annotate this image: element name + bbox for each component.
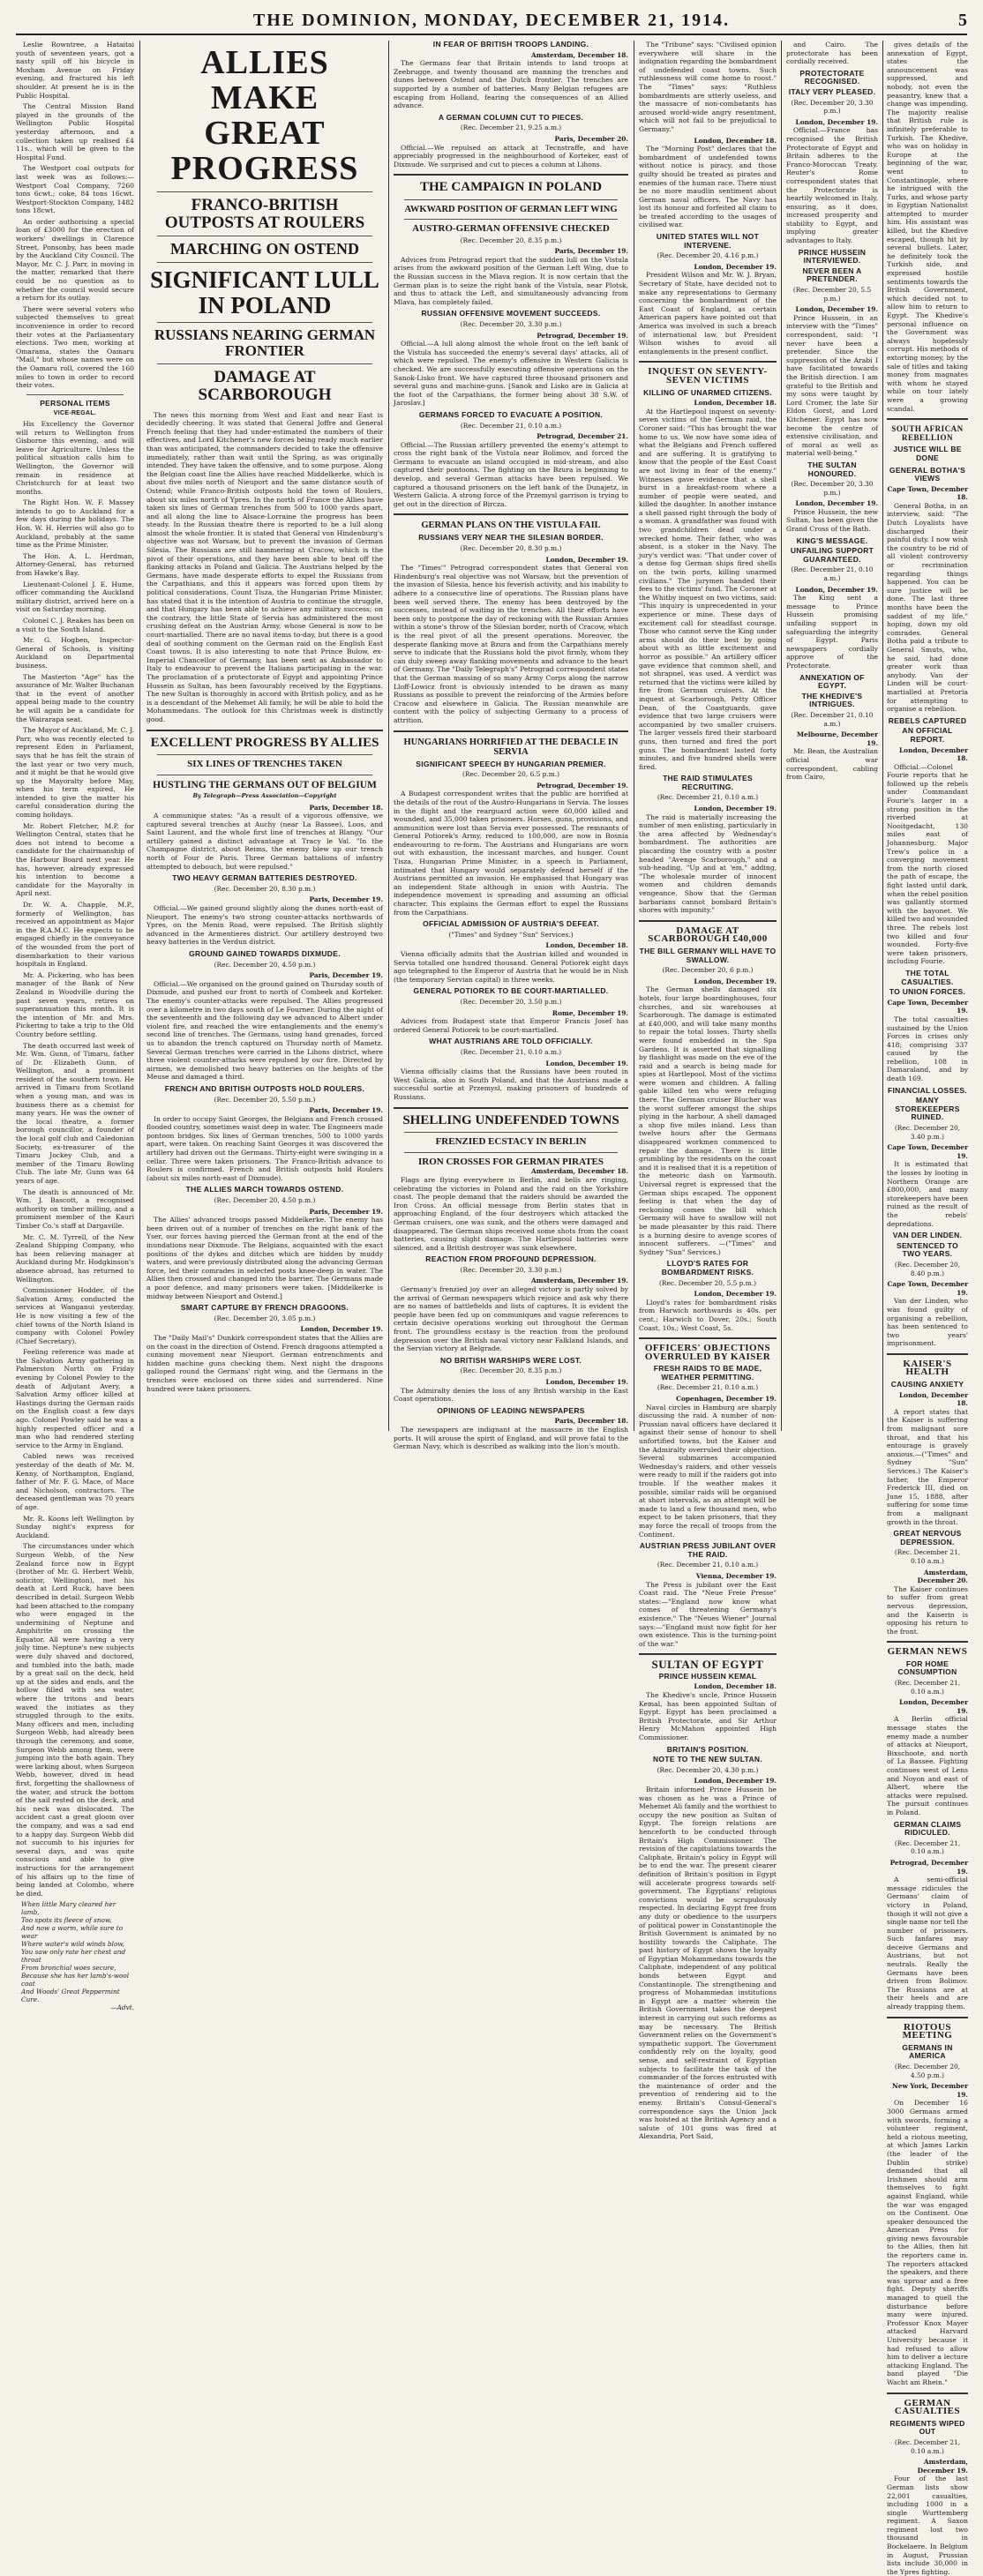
poem-line: Because she has her lamb's-wool coat bbox=[21, 1972, 130, 1988]
news-item: Mr. G. Hogben, Inspector-General of Schools, is visiting Auckland on Departmental business. bbox=[16, 636, 134, 670]
headline: GERMAN PLANS ON THE VISTULA FAIL bbox=[421, 520, 601, 531]
column-rule bbox=[139, 41, 140, 1431]
dateline: London, December 19. bbox=[300, 1325, 383, 1334]
article-heading: SENTENCED TO TWO YEARS. bbox=[896, 1240, 959, 1259]
divider bbox=[157, 191, 372, 192]
dateline: Petrograd, December 19. bbox=[537, 331, 628, 340]
article-body: A semi-official message ridicules the Germans' claim of victory in Poland, though it will not give a single name nor tell the number of prisoners. Such fanfares may deceive Germans and Austrians, but not neutrals. Really the Germans have been driven from Bolimov. The Russians are at their heels and are already trapping them. bbox=[887, 1876, 968, 2011]
divider bbox=[639, 1653, 777, 1655]
divider bbox=[887, 2393, 968, 2394]
news-item: Mr. C. M. Tyrrell, of the New Zealand Shipping Company, who has been relieving manager at Auckland during Mr. Hodgkinson's absence abroad, has returned to Wellington. bbox=[16, 1232, 134, 1284]
divider bbox=[404, 1152, 618, 1153]
dateline: London, December 19. bbox=[545, 555, 628, 564]
dateline: London, December 19. bbox=[795, 305, 878, 314]
article-body: Lloyd's rates for bombardment risks from Harwich northwards is 40s. per cent.; Harwich to Dover, 20s.; South Coast, 10s.; West Coast, 5s. bbox=[639, 1298, 777, 1332]
article-body: Official.—A lull along almost the whole front on the left bank of the Vistula has succeeded the enemy's several days' attacks, all of which were repulsed. The enemy's offensive in Western Galicia is checked. We are successfully executing offensive operations on the Sanok-Lisko front. We have captured three thousand prisoners and several guns and machine-guns. [Sanok and Lisko are in Galicia at the foot of the Carpathians, the former being about 38 S.W. of Jaroslav.] bbox=[394, 340, 628, 408]
article-heading: NOTE TO THE NEW SULTAN. bbox=[652, 1755, 762, 1764]
dateline: London, December 19. bbox=[694, 1290, 777, 1299]
column-3 bbox=[394, 40, 628, 1451]
column-2 bbox=[146, 41, 383, 1431]
news-item: There were several voters who subjected themselves to great inconvenience in order to record their votes at the Parliamentary elections. Two men, working at Omarama, states the Oamaru "Mail," but whose names were on the Oamaru roll, covered the 160 miles to town in order to record their votes. bbox=[16, 304, 134, 390]
article-heading: MANY STOREKEEPERS RUINED. bbox=[895, 1096, 960, 1122]
article-body: Vienna officially claims that the Russians have been routed in West Galicia, also in South Poland, and that the Austrians made a successful sortie at Przemysl, making prisoners of hundreds of Russians. bbox=[394, 1067, 628, 1101]
column-rule bbox=[388, 41, 389, 1431]
article-body: Van der Linden, who was found guilty of organising a rebellion, has been sentenced to two years' imprisonment. bbox=[887, 1297, 968, 1348]
received-time: (Rec. December 20, 4.50 p.m.) bbox=[214, 960, 316, 969]
article-heading: THE KHEDIVE'S INTRIGUES. bbox=[801, 691, 863, 709]
divider bbox=[887, 1353, 968, 1355]
article-body: Mr. Bean, the Australian official war correspondent, cabling from Cairo, bbox=[786, 747, 878, 782]
article-body: Prince Hussein, the new Sultan, has been given the Grand Cross of the Bath. bbox=[786, 507, 878, 534]
article-body: The "Times'" Petrograd correspondent states that General von Hindenburg's real objective was not Warsaw, but the prevention of the invasion of Silesia, hence his feverish activity, and his inability to adhere to a consecutive line of operations. The Russian plans have been well served there. The enemy has been destroyed by the successes, instead of waiting in the trenches. All their efforts have been only to postpone the day of reckoning with the Russian Armies within a stone's throw of the Silesian border, north of Cracow, which is the real pivot of all the present operations. Moreover, the desperate flanking move at Bzura and from the Carpathians merely serve to indicate that the Russians hold the pivot firmly, whom they can duly sweep away flanking movements and advance to the heart of Germany. The "Daily Telegraph's" Petrograd correspondent states that the German massing of so many Army Corps along the narrow Lloff-Lowicz front is obviously intended to be drawn as many Russians as possible to prevent the reinforcing of the Armies before Cracow and elsewhere in Galicia. The Russian meanwhile are content with the policy of subjecting Germany to a process of attrition. bbox=[394, 564, 628, 724]
news-item: Mr. R. Koons left Wellington by Sunday night's express for Auckland. bbox=[16, 1514, 134, 1539]
article-body: Official.—We repulsed an attack at Tecnstraffe, and have appreciably progressed in the neighbourhood of Korteker, east of Dixmude. We surprised and cut to pieces a column at Lihons. bbox=[394, 143, 628, 168]
received-time: (Rec. December 20, 4.50 p.m.) bbox=[214, 1196, 316, 1205]
column-rule bbox=[882, 41, 883, 1431]
dateline: Amsterdam, December 18. bbox=[531, 1167, 628, 1176]
article-body: At the Hartlepool inquest on seventy-seven victims of the German raid, the Coroner said: "This has brought the war home to us. We now have some idea of what the Belgians and French suffered and are suffering. It is gratifying to know that the people of the East Coast are not living in fear of the enemy." Witnesses gave evidence that a shell burst in a breakfast-room where a number of people were seated, and killed the daughter. In another instance a shell passed right through the body of a woman. A grandfather was found with two grandchildren dead under a wrecked home. Their father, who was absent, is a stoker in the Navy. The jury's verdict was: "That under cover of a dense fog German ships fired shells on the twin ports, killing unarmed civilians." The jurymen handed their fees to the victims' fund. The Coroner at the Whitby inquest on two victims, said: "This inquiry is unprecedented in your experience or mine. These days of excitement call for steadfast courage. Those who cannot serve the King under arms should do their best by going about with as little excitement and horror as possible." An artillery officer gave evidence that common shell, and not shrapnel, was used. A verdict was returned that the victims were killed by fire from German cruisers. At the inquest at Scarborough, Petty Officer Dean, of the Coastguards, gave evidence that two large cruisers were accompanied by two smaller cruisers. The larger vessels fired their starboard guns, then turned and fired the port guns. The bombardment lasted forty minutes, and five hundred shells were fired. bbox=[639, 407, 777, 771]
received-time: (Rec. December 21, 0.10 a.m.) bbox=[894, 2437, 961, 2455]
dateline: Amsterdam, December 19. bbox=[531, 1277, 628, 1285]
article-heading: THE RAID STIMULATES RECRUITING. bbox=[663, 774, 753, 791]
article-heading: ANNEXATION OF EGYPT. bbox=[799, 672, 865, 691]
article-body: The Germans fear that Britain intends to land troops at Zeebrugge, and twenty thousand are manning the trenches and dunes between Ostend and the Dutch frontier. The trenches are supported by a number of batteries. Many Belgian refugees are escaping from Holland, fearing the consequences of an Allied advance. bbox=[394, 59, 628, 110]
article-heading: THE ALLIES MARCH TOWARDS OSTEND. bbox=[185, 1185, 344, 1194]
received-time: (Rec. December 20, 3.30 p.m.) bbox=[460, 1265, 562, 1274]
headline: SULTAN OF EGYPT bbox=[651, 1658, 764, 1672]
article-heading: PRINCE HUSSEIN INTERVIEWED. bbox=[798, 247, 867, 266]
poem-line: When little Mary cleared her lamb, bbox=[21, 1900, 116, 1917]
dateline: London, December 19. bbox=[898, 1698, 968, 1715]
news-item: An order authorising a special loan of £3000 for the erection of workers' dwellings in Clarence Street, Ponsonby, has been made by the Auckland City Council. The Mayor, Mr. C. J. Parr, in moving in the matter, remarked that there could be no question as to whether the council would secure a return for its outlay. bbox=[16, 217, 134, 303]
news-item: His Excellency the Governor will return to Wellington from Gisborne this evening, and will leave for Agriculture. Unless the political situation calls him to Wellington, the Governor will remain in residence at Christchurch for at least two months. bbox=[16, 419, 134, 496]
divider bbox=[887, 2017, 968, 2018]
column-1 bbox=[16, 41, 134, 2012]
dateline: Paris, December 19. bbox=[309, 1106, 383, 1115]
article-body: A Berlin official message states the enemy made a number of attacks at Nieuport, Bixschoote, and north of La Bassee. Fighting continues west of Lens and Noyon and east of Albert, where the attacks were repulsed. The pursuit continues in Poland. bbox=[887, 1715, 968, 1816]
article-body: Four of the last German lists show 22,001 casualties, including 1000 in a single Wurttemberg regiment. A Saxon regiment lost two thousand in Bockelaere. In Belgium in August, Prussian lists include 30,000 in the Ypres fighting. bbox=[887, 2475, 968, 2576]
headline: RUSSIANS NEARING GERMAN FRONTIER bbox=[154, 326, 376, 359]
dateline: Paris, December 18. bbox=[309, 803, 383, 812]
article-body: Flags are flying everywhere in Berlin, and bells are ringing, celebrating the victories in Poland and the raid on the Yorkshire coast. The people demand that the raiders should be awarded the Iron Cross. An official message from Berlin states that in approaching England, of the four destroyers which attacked the German cruisers, one was sunk, and the others were damaged and disappeared. The German ships received some shots from the coast batteries, causing slight damage. The Hartlepool batteries were silenced, and a British destroyer was sunk elsewhere. bbox=[394, 1175, 628, 1252]
dateline: London, December 19. bbox=[694, 1777, 777, 1786]
received-time: (Rec. December 20, 5.5 p.m.) bbox=[659, 1278, 756, 1287]
divider bbox=[887, 1641, 968, 1643]
article-body: Prince Hussein, in an interview with the "Times" correspondent, said: "I never have been a pretender. Since the suppression of the Arabi I have facilitated towards the British direction. I am grateful to the British and my sons were taught by Lord Cromer, the late Sir Eldon Gorst, and Lord Kitchener. Egypt has now become the centre of extensive civilisation, and of moral as well as material well-being." bbox=[786, 313, 878, 458]
received-time: (Rec. December 21, 0.10 a.m.) bbox=[894, 1838, 961, 1856]
article-body: The "Daily Mail's" Dunkirk correspondent states that the Allies are on the coast in the direction of Ostend. French dragoons attempted a cunning movement near Nieuport. German entrenchments and hidden machine guns checking them. Next night the dragoons galloped round the Germans' right wing, and the Germans in the trenches were enclosed on three sides and surrendered. Nine hundred were taken prisoners. bbox=[146, 1333, 383, 1393]
headline: IRON CROSSES FOR GERMAN PIRATES bbox=[417, 1156, 604, 1167]
headline: DAMAGE AT SCARBOROUGH £40,000 bbox=[648, 925, 768, 945]
received-time: (Rec. December 21, 0.10 a.m.) bbox=[791, 565, 874, 583]
received-time: (Rec. December 20, 8.35 p.m.) bbox=[460, 236, 562, 244]
dateline: Petrograd, December 19. bbox=[889, 1858, 968, 1876]
divider bbox=[157, 363, 372, 364]
article-heading: GERMANS FORCED TO EVACUATE A POSITION. bbox=[418, 409, 604, 419]
article-heading: FRENCH AND BRITISH OUTPOSTS HOLD ROULERS. bbox=[164, 1083, 365, 1093]
dateline: Amsterdam, December 19. bbox=[917, 2458, 968, 2475]
headline: SOUTH AFRICAN REBELLION bbox=[891, 424, 964, 442]
article-body: Germany's frenzied joy over an alleged victory is partly solved by the arrival of German newspapers which rejoice and ask why there are no names of battlefields and lists of captures. It is evident the people have been fed up on communiques and vague references to certain decisive operations working out throughout the German front. The groundless ecstasy is the reaction from the profound depression over the British naval victory near Falkland Islands, and the Servian victory at Belgrade. bbox=[394, 1285, 628, 1353]
article-heading: THE BILL GERMANY WILL HAVE TO SWALLOW. bbox=[639, 946, 777, 964]
divider bbox=[404, 219, 618, 220]
received-time: (Rec. December 20, 6 p.m.) bbox=[662, 966, 754, 975]
article-heading: RUSSIAN OFFENSIVE MOVEMENT SUCCEEDS. bbox=[421, 309, 601, 318]
headline: INQUEST ON SEVENTY-SEVEN VICTIMS bbox=[648, 366, 768, 386]
divider bbox=[394, 730, 628, 732]
poem-line: And now a worm, while sure to wear bbox=[21, 1924, 124, 1941]
headline: SHELLING UNDEFENDED TOWNS bbox=[402, 1112, 619, 1127]
article-heading: GREAT NERVOUS DEPRESSION. bbox=[893, 1529, 962, 1546]
article-heading: GENERAL POTIOREK TO BE COURT-MARTIALLED. bbox=[413, 986, 609, 996]
news-item: Leslie Rowntree, a Hataitai youth of seventeen years, got a nasty spill off his bicycle in Moxham Avenue on Friday evening, and fractured his left shoulder. At present he is in the Public Hospital. bbox=[16, 41, 134, 100]
article-heading: TO UNION FORCES. bbox=[889, 987, 966, 997]
headline: FRANCO-BRITISH OUTPOSTS AT ROULERS bbox=[164, 195, 365, 232]
headline: RIOTOUS MEETING bbox=[902, 2021, 953, 2041]
received-time: (Rec. December 20, 3.50 p.m.) bbox=[460, 997, 562, 1006]
dateline: London, December 18. bbox=[694, 1682, 777, 1691]
dateline: London, December 19. bbox=[694, 262, 777, 271]
dateline: Melbourne, December 19. bbox=[796, 730, 878, 747]
dateline: Cape Town, December 19. bbox=[887, 1143, 968, 1160]
article-body: Vienna officially admits that the Austrian killed and wounded in Servia totalled one hundred thousand. General Potiorek eight days ago telegraphed to the Emperor of Austria that he would be in Nish (the temporary Servian capital) in three weeks. bbox=[394, 950, 628, 984]
news-item: Cabled news was received yesterday of the death of Mr. M. Kenny, of Northampton, England, father of Mr. F. G. Mace, of Mace and Nicholson, contractors. The deceased gentleman was 70 years of age. bbox=[16, 1452, 134, 1511]
article-heading: SIGNIFICANT SPEECH BY HUNGARIAN PREMIER. bbox=[416, 759, 606, 768]
dateline: London, December 19. bbox=[545, 1059, 628, 1067]
article-heading: OFFICIAL ADMISSION OF AUSTRIA'S DEFEAT. bbox=[423, 919, 599, 929]
news-item: The Central Mission Band played in the grounds of the Wellington Public Hospital yesterday afternoon, and a collection taken up realised £4 11s., which will be given to the Hospital Fund. bbox=[16, 102, 134, 161]
received-time: (Rec. December 20, 8.35 p.m.) bbox=[460, 1367, 562, 1375]
divider bbox=[394, 513, 628, 515]
dateline: London, December 18. bbox=[898, 1390, 968, 1408]
article-body: In order to occupy Saint Georges, the Belgians and French crossed flooded country, sometimes waist deep in water. The Engineers made pontoon bridges. Six lines of German trenches, 500 to 1000 yards apart, were taken. On reaching Saint Georges it was discovered the artillery had driven out the Germans. Thirty-eight were swinging in a cellar. Three were taken prisoners. The Franco-British advance to Roulers is confirmed. French and British outposts hold Roulers (about six miles north-east of Dixmude). bbox=[146, 1114, 383, 1182]
headline: GERMAN CASUALTIES bbox=[894, 2397, 961, 2417]
article-body: The Khedive's uncle, Prince Hussein Kemal, has been appointed Sultan of Egypt. Egypt has been proclaimed a British Protectorate, and Sir Arthur Henry McMahon appointed High Commissioner. bbox=[639, 1691, 777, 1742]
article-body: The Press is jubilant over the East Coast raid. The "Neue Freie Presse" states:—"England now know what comes of threatening Germany's existence." The "Neues Wiener" Journal says:—"England must now fight for her own existence. This is the turning-point of the war." bbox=[639, 1580, 777, 1648]
article-heading: GENERAL BOTHA'S VIEWS bbox=[889, 465, 966, 483]
article-heading: KING'S MESSAGE. bbox=[796, 535, 868, 545]
article-heading: AUSTRIAN PRESS JUBILANT OVER THE RAID. bbox=[639, 1541, 777, 1559]
article-heading: IN FEAR OF BRITISH TROOPS LANDING. bbox=[432, 40, 589, 49]
received-time: (Rec. December 21, 0.10 a.m.) bbox=[894, 1679, 961, 1696]
article-body: It is estimated that the losses by looting in Northern Orange are £800,000, and many storekeepers have been ruined as the result of the rebels' depredations. bbox=[887, 1160, 968, 1228]
article-body: The raid is materially increasing the number of men enlisting, particularly in the area affected by Wednesday's bombardment. The authorities are placarding the country with a poster headed "Avenge Scarborough," and a sub-heading, "Up and at 'em," adding, "The wholesale murder of innocent women and children demands vengeance. Show that the German barbarians cannot bombard Britain's shores with impunity." bbox=[639, 812, 777, 915]
dateline: Cape Town, December 18. bbox=[887, 484, 968, 502]
poem-line: And Woods' Great Peppermint Cure. bbox=[21, 1988, 120, 2004]
news-item: The death occurred last week of Mr. Wm. Gunn, of Timaru, father of Dr. Elizabeth Gunn, of Wellington, and a prominent resident of the southern town. He arrived in Timaru from Scotland when a young man, and was in business there as a chemist for many years. He was the owner of the local theatre, a former borough councillor, a founder of the local golf club and Caledonian Society, ex-treasurer of the Timaru Jockey Club, and a member of the Timaru Bowling Club. The late Mr. Gunn was 64 years of age. bbox=[16, 1041, 134, 1185]
article-body: gives details of the annexation of Egypt, states the announcement was suppressed, and nobody, not even the peasantry, knew that a change was impending. The majority realise that British rule is infinitely preferable to Turkish. The Khedive, who was on holiday in Europe at the beginning of the war, went to Constantinople, where he intrigued with the Turks, and whose party in Egyptian Nationalist attempted to murder him. His assistant was killed, but the Khedive escaped, though hit by several bullets. Later, he definitely took the Turkish side, and expressed hostile sentiments towards the British Government, which decided not to allow him to return to Egypt. The Khedive's personal influence on the Government was always hopelessly corrupt. His methods of extorting money, by the sale of titles and taking money from magnates with whom he stayed while on tour lately were a growing scandal. bbox=[887, 41, 968, 413]
dateline: Paris, December 19. bbox=[309, 1207, 383, 1216]
article-heading: REBELS CAPTURED bbox=[888, 715, 967, 725]
article-body: Official.—The Russian artillery prevented the enemy's attempt to cross the right bank of the Vistula near Bolimov, and forced the Germans to evacuate an island occupied in mid-stream, and also captured their pontoons. The fighting on the Bzura is beginning to develop, and several German attacks have been repulsed. We captured a thousand prisoners on the left bank of the Dunajetz, in Western Galicia. A strong force of the Przemysl garrison is trying to get out in the direction of Bircza. bbox=[394, 440, 628, 508]
service-note: ("Times" and Sydney "Sun" Services.) bbox=[448, 930, 574, 939]
divider bbox=[404, 1132, 618, 1133]
article-body: The newspapers are indignant at the massacre in the English ports. It will arouse the spirit of England, and will prove fatal to the German Navy, which is described as walking into the lion's mouth. bbox=[394, 1425, 628, 1451]
byline: By Telegraph—Press Association—Copyright bbox=[192, 791, 337, 799]
headline: DAMAGE AT SCARBOROUGH bbox=[198, 367, 332, 404]
article-heading: A GERMAN COLUMN CUT TO PIECES. bbox=[438, 112, 584, 122]
article-heading: TWO HEAVY GERMAN BATTERIES DESTROYED. bbox=[172, 873, 357, 883]
dateline: London, December 18. bbox=[694, 399, 777, 408]
article-body: Official.—France has recognised the British Protectorate of Egypt and Britain adheres to the Franco-Moroccan Treaty. Reuter's Rome correspondent states that the Protectorate is heartily welcomed in Italy, ensuring, as it does, increased prosperity and stability to Egypt, and implying greater advantages to Italy. bbox=[786, 126, 878, 245]
divider bbox=[394, 174, 628, 176]
column-5 bbox=[786, 41, 878, 1431]
received-time: (Rec. December 20, 3.05 p.m.) bbox=[214, 1314, 316, 1322]
headline: EXCELLENT PROGRESS BY ALLIES bbox=[150, 735, 379, 750]
article-heading: JUSTICE WILL BE DONE bbox=[893, 445, 962, 462]
dateline: London, December 18. bbox=[694, 136, 777, 145]
lead-article: The news this morning from West and East and near East is decidedly cheering. It was stated that General Joffre and General French feeling that they had under-estimated the numbers of their effectives, and Lord Kitchener's new forces being ready much earlier than was anticipated, the commanders decided to take the offensive immediately, rather than wait until the Spring, as was originally intended. They have taken the offensive, and to some purpose. Along the Belgian coast line the Allies have reached Middelkerke, which is about five miles north of Nieuport and the same distance south of Ostend; while Franco-British outposts hold the town of Roulers, about six miles north of Ypres. In the north of France the Allies have taken six lines of German trenches from 500 to 1000 yards apart, and all along the line to Alsace-Lorraine the progress has been steady. In the Russian theatre there is reported to be a lull along almost the whole frontier. It is stated that General von Hindenburg's objective was not Warsaw, but to prevent the invasion of German Silesia. The Russians are still hammering at Cracow, which is the pivot of their operations, and they have been able to beat off the flanking attacks in Poland and Galicia. The Austrians helped by the Germans, have made desperate efforts to expel the Russians from the Carpathians, and this it appears was forced upon them by political considerations. Count Tisza, the Hungarian Prime Minister, has stated that it is the intention of Austria to continue the struggle, and that Hungary has been able to achieve any military success; on the contrary, the little State of Servia has administered the most crushing defeat on the Austrian Army, whose General is now to be court-martialled. There are no naval items to-day, but there is a good deal of soothing comment on the German raid on the English East Coast towns. It is also interesting to note that Prince Bulow, ex-Imperial Chancellor of Germany, has been sent as Ambassador to Italy to endeavour to prevent the Italians participating in the war. The proclamation of a protectorate of Egypt and appointing Prince Hussein as Sultan, has been favourably received by the Egyptians. The new Sultan is thoroughly in accord with British policy, and as he is a descendant of the Mehemet Ali family, he will be able to hold the Mohammedans. The outlook for this Christmas week is distinctly good. bbox=[146, 410, 383, 723]
dateline: Cape Town, December 19. bbox=[887, 998, 968, 1015]
divider bbox=[394, 1107, 628, 1109]
article-heading: GERMAN CLAIMS RIDICULED. bbox=[893, 1819, 962, 1838]
article-heading: FINANCIAL LOSSES. bbox=[888, 1085, 967, 1095]
headline: HUSTLING THE GERMANS OUT OF BELGIUM bbox=[153, 779, 377, 790]
news-item: The Westport coal outputs for last week was as follows:—Westport Coal Company, 7260 tons 6cwt.; coke, 84 tons 16cwt. Westport-Stockton Company, 1482 tons 18cwt. bbox=[16, 164, 134, 215]
dateline: Amsterdam, December 18. bbox=[531, 50, 628, 59]
received-time: (Rec. December 21, 0.10 a.m.) bbox=[894, 1548, 961, 1565]
article-body: On December 16 3000 Germans armed with swords, forming a volunteer regiment, held a riotous meeting, at which James Larkin (the leader of the Dublin strike) demanded that all Irishmen should arm themselves to fight against England, while the war was engaged on the Continent. One speaker denounced the American Press for giving news favourable to the Allies, then hit the reporters came in. The reporters attacked the speakers, and there was uproar and a free fight. Deputy sheriffs managed to quell the disturbance before many were injured. Professor Knox Mayer attacked Harvard University because it had refused to allow him to deliver a lecture attacking England. The band played "Die Wacht am Rhein." bbox=[887, 2099, 968, 2386]
received-time: (Rec. December 20, 5.50 p.m.) bbox=[214, 1095, 316, 1104]
poem-line: From bronchial woes secure, bbox=[21, 1964, 116, 1973]
article-heading: LLOYD'S RATES FOR BOMBARDMENT RISKS. bbox=[661, 1259, 754, 1277]
article-heading: BRITAIN'S POSITION. bbox=[666, 1744, 749, 1754]
dateline: Cape Town, December 19. bbox=[887, 1280, 968, 1297]
article-body: Naval circles in Hamburg are sharply discussing the raid. A number of non-Prussian naval officers have declared it against their sense of honour to shell unfortified towns, but the Kaiser and the Admiralty overruled their objection. Several submarines accompanied Wednesday's raiders, and other vessels were ready to mill if the raiders got into trouble. If the weather makes it possible, similar raids will be organised at short intervals, as an attempt will be made to land a few thousand men, who expect to be taken prisoners, that they may force the recall of troops from the Continent. bbox=[639, 1403, 777, 1539]
article-body: A Budapest correspondent writes that the public are horrified at the details of the rout of the Austro-Hungarians in Servia. The losses in the flight and the rearguard action were 60,000 killed and wounded, and 35,000 taken prisoners. Horses, guns, provisions, and ammunition were lost than Servia ever possessed. The remnants of General Potiorek's Army, reduced to 100,000, are now in Bosnia endeavouring to re-form. The Austrians and Hungarians are worn out with exhaustion, the incessant marches, and hunger. Count Tisza, Hungarian Prime Minister, in a speech in Parliament, intimated that Hungary would separately defend herself if the Austrians permitted an invasion. He emphasised that Hungary was an independent State although in union with Austria. The independence movement is spreading and assuming an official character. This explains the German effort to expel the Russians from the Carpathians. bbox=[394, 790, 628, 917]
dateline: London, December 19. bbox=[795, 117, 878, 126]
article-body: The "Tribune" says: "Civilised opinion everywhere will share in the indignation regarding the bombardment of undefended coast towns. Such ruthlessness will come home to roost." The "Times" says: "Ruthless bombardments are utterly useless, and the massacre of non-combatants has aroused world-wide angry resentment, which will not fail to be prejudicial to Germany." bbox=[639, 41, 777, 133]
dateline: London, December 19. bbox=[795, 585, 878, 594]
dateline: Petrograd, December 19. bbox=[537, 781, 628, 790]
news-item: Feeling reference was made at the Salvation Army gathering in Palmerston North on Friday evening by Colonel Powley to the death of Adjutant Avery, a Salvation Army officer killed at Hastings during the German raids on the English coast a few days ago. Colonel Powley said he was a highly respected officer and a man who had rendered sterling service to the Army in England. bbox=[16, 1348, 134, 1449]
dateline: New York, December 19. bbox=[891, 2082, 968, 2099]
article-heading: WHAT AUSTRIANS ARE TOLD OFFICIALLY. bbox=[429, 1037, 593, 1046]
article-body: The "Morning Post" declares that the bombardment of undefended towns without notice is piracy, and those guilty should be treated as pirates and enemies of the human race. There must be no more maudlin sentiment about German naval officers. The Navy has lost its honour and forfeited all claim to be treated according to the usages of civilised war. bbox=[639, 145, 777, 229]
poem-line: You saw only rate her chest and throat bbox=[21, 1948, 126, 1965]
article-body: Advices from Budapest state that Emperor Francis Josef has ordered General Potiorek to be court-martialled. bbox=[394, 1017, 628, 1034]
article-heading: NO BRITISH WARSHIPS WERE LOST. bbox=[439, 1355, 582, 1365]
received-time: (Rec. December 21, 0.10 a.m.) bbox=[657, 1383, 759, 1392]
dateline: Paris, December 20. bbox=[554, 134, 628, 143]
article-heading: THE SULTAN HONOURED. bbox=[807, 460, 857, 478]
news-item: Lieutenant-Colonel J. E. Hume, officer commanding the Auckland military district, arrived here on a visit on Saturday morning. bbox=[16, 580, 134, 614]
received-time: (Rec. December 21, 0.10 a.m.) bbox=[791, 710, 874, 728]
headline: MARCHING ON OSTEND bbox=[169, 240, 359, 258]
dateline: Amsterdam, December 20. bbox=[917, 1568, 968, 1585]
headline: SIX LINES OF TRENCHES TAKEN bbox=[187, 759, 342, 770]
divider bbox=[639, 1337, 777, 1339]
dateline: London, December 19. bbox=[694, 805, 777, 813]
received-time: (Rec. December 21, 0.10 a.m.) bbox=[460, 421, 562, 430]
dateline: Rome, December 19. bbox=[552, 1008, 628, 1017]
page-number: 5 bbox=[958, 11, 967, 30]
news-item: The circumstances under which Surgeon Webb, of the New Zealand force now in Egypt (brother of Mr. G. Herbert Webb, solicitor, Wellington), met his death at Lord Ruck, have been described in detail. Surgeon Webb had been attached to the company who were engaged in the undermining of Neptune and Amphitrite on crossing the Equator. All were having a very jolly time. Neptune's new subjects were duly shaved and doctored, and tumbled into the bath, made by a great sail on the deck, held up at the sides and ends, and the hollow filled with sea water, where the tritons and bears waved the initiates as they struggled through to the exits. Many officers and men, including Surgeon Webb, had already been through the ceremony, and some, Surgeon Webb among them, were jumping into the bath again. They were larking about, when Surgeon Webb, however, dived in head first, forgetting the shallowness of the water, and struck the bottom of the sail rested on the deck, and his neck was dislocated. The accident cast a great gloom over the company, and was a sad end to a happy day. Surgeon Webb did not succumb to his injuries for several days, and was quite conscious and able to give instructions for the arrangement of his affairs up to the time of being landed at Colombo, where he died. bbox=[16, 1542, 134, 1898]
headline: FRENZIED ECSTACY IN BERLIN bbox=[435, 1136, 587, 1148]
article-heading: ITALY VERY PLEASED. bbox=[788, 86, 876, 96]
dateline: Paris, December 18. bbox=[554, 1417, 628, 1426]
article-heading: THE TOTAL CASUALTIES. bbox=[901, 968, 954, 986]
dateline: Vienna, December 19. bbox=[695, 1571, 777, 1580]
dateline: Paris, December 19. bbox=[309, 895, 383, 904]
divider bbox=[157, 322, 372, 323]
headline: AWKWARD POSITION OF GERMAN LEFT WING bbox=[404, 205, 618, 215]
column-4 bbox=[639, 41, 777, 2141]
news-item: Dr. W. A. Chapple, M.P., formerly of Wellington, has received an appointment as Major in the R.A.M.C. He expects to be engaged chiefly in the conveyance of the wounded from the port of disembarkation to their various hospitals in England. bbox=[16, 901, 134, 969]
divider bbox=[887, 418, 968, 420]
dateline: Petrograd, December 21. bbox=[537, 432, 628, 441]
received-time: (Rec. December 20, 3.30 p.m.) bbox=[791, 480, 874, 497]
news-item: The Right Hon. W. F. Massey intends to go to Auckland for a few days during the holidays. The Hon. W. H. Herries will also go to Auckland, probably at the same time as the Prime Minister. bbox=[16, 498, 134, 550]
news-item: The Masterton "Age" has the assurance of Mr. Walter Buchanan that in the event of another appeal being made to the country he will again be a candidate for the Wairarapa seat. bbox=[16, 672, 134, 723]
received-time: (Rec. December 20, 8.30 p.m.) bbox=[214, 884, 316, 893]
received-time: (Rec. December 21, 9.25 a.m.) bbox=[460, 124, 562, 132]
poem-line: Too spots its fleece of snow, bbox=[21, 1916, 112, 1925]
headline: SIGNIFICANT LULL IN POLAND bbox=[150, 266, 379, 318]
divider bbox=[146, 730, 383, 731]
article-heading: OPINIONS OF LEADING NEWSPAPERS bbox=[437, 1405, 585, 1415]
headline: GERMAN NEWS bbox=[887, 1646, 968, 1658]
divider bbox=[639, 920, 777, 922]
received-time: (Rec. December 20, 8.40 p.m.) bbox=[894, 1260, 961, 1277]
article-body: The Admiralty denies the loss of any British warship in the East Coast operations. bbox=[394, 1386, 628, 1404]
article-body: The King sent a message to Prince Hussein promising unfailing support in safeguarding the integrity of Egypt. Paris newspapers cordially approve of the Protectorate. bbox=[786, 594, 878, 670]
news-item: Mr. A. Pickering, who has been manager of the Bank of New Zealand in Woodville during the past seven years, retires on superannuation this month. It is the intention of Mr. and Mrs. Pickering to take a trip to the Old Country before settling. bbox=[16, 970, 134, 1038]
section-heading: PERSONAL ITEMS bbox=[40, 398, 110, 408]
divider bbox=[157, 754, 372, 755]
news-item: Colonel C. J. Reakes has been on a visit to the South Island. bbox=[16, 617, 134, 633]
divider bbox=[26, 394, 124, 395]
article-heading: PROTECTORATE RECOGNISED. bbox=[799, 68, 865, 86]
received-time: (Rec. December 20, 5.5 p.m.) bbox=[792, 286, 872, 303]
article-body: Official.—We gained ground slightly along the dunes north-east of Nieuport. The enemy's two strong counter-attacks northwards of Ypres, on the Menin Road, were repulsed. The British slightly advanced in the Armentieres district. Our artillery destroyed two heavy batteries in the Verdun district. bbox=[146, 904, 383, 947]
received-time: (Rec. December 20, 4.50 p.m.) bbox=[894, 2063, 961, 2079]
article-body: The Allies' advanced troops passed Middelkerke. The enemy has been driven out of a number of trenches on the right bank of the Yser, our forces having pierced the German front at the end of the inundations near Dixmude. The Belgians, acquainted with the exact positions of the dykes and ditches which are hidden by muddy waters, and were previously distributed along the advancing German force, led their comrades in selected posts knee-deep in water. The Allies then crossed and changed into the barrier. The Germans made a poor defence, and many prisoners were taken. [Middelkerke is midway between Nieuport and Ostend.] bbox=[146, 1216, 383, 1300]
article-heading: REGIMENTS WIPED OUT bbox=[889, 2418, 965, 2437]
headline: HUNGARIANS HORRIFIED AT THE DEBACLE IN SERVIA bbox=[403, 737, 619, 757]
news-item: The Mayor of Auckland, Mr. C. J. Parr, who was recently elected to represent Eden in Parliament, says that he has felt the strain of the last year or two very much, and it might be that he would give up the Mayoralty before May, when his term expired. He intended to give the matter his careful consideration during the coming holidays. bbox=[16, 726, 134, 820]
received-time: (Rec. December 20, 4.30 p.m.) bbox=[657, 1765, 759, 1774]
article-heading: SMART CAPTURE BY FRENCH DRAGOONS. bbox=[180, 1303, 349, 1313]
dateline: London, December 19. bbox=[795, 499, 878, 508]
received-time: (Rec. December 21, 0.10 a.m.) bbox=[657, 1561, 759, 1569]
article-heading: GERMANS IN AMERICA bbox=[902, 2042, 953, 2061]
article-heading: KILLING OF UNARMED CITIZENS. bbox=[643, 387, 772, 397]
article-heading: RUSSIANS VERY NEAR THE SILESIAN BORDER. bbox=[418, 533, 604, 543]
article-heading: AN OFFICIAL REPORT. bbox=[902, 726, 953, 744]
poem-line: —Advt. bbox=[110, 2003, 134, 2012]
article-body: President Wilson and Mr. W. J. Bryan, Secretary of State, have decided not to make any representations to Germany concerning the bombardment of the East Coast of England, as certain American papers have pointed out that America was involved in such a breach of international law, but President Wilson wishes to avoid all entanglements in the present conflict. bbox=[639, 271, 777, 356]
article-heading: CAUSING ANXIETY bbox=[890, 1380, 964, 1389]
newspaper-title: THE DOMINION, MONDAY, DECEMBER 21, 1914. bbox=[252, 11, 731, 30]
poem-line: Where water's wild winds blow, bbox=[21, 1940, 125, 1949]
received-time: (Rec. December 21, 0.10 a.m.) bbox=[460, 1047, 562, 1056]
dateline: Paris, December 19. bbox=[554, 247, 628, 256]
article-body: A report states that the Kaiser is suffering from malignant sore throat, and that his entourage is gravely anxious.—("Times" and Sydney "Sun" Services.) The Kaiser's father, the Emperor Frederick III, died on June 15, 1888, after suffering for some time from a malignant growth in the throat. bbox=[887, 1407, 968, 1526]
headline: AUSTRO-GERMAN OFFENSIVE CHECKED bbox=[412, 223, 610, 235]
article-heading: VAN DER LINDEN. bbox=[892, 1231, 963, 1240]
divider bbox=[639, 361, 777, 363]
article-body: Advices from Petrograd report that the sudden lull on the Vistula arises from the awkward position of the German Left Wing, due to the Russian success in the Mlava region. It is now certain that the German plan is to seize the right bank of the Vistula, near Plotsk, and thus to attack the Left, and simultaneously advancing from Mlava, has completely failed. bbox=[394, 255, 628, 306]
main-headline: ALLIES MAKE GREAT PROGRESS bbox=[170, 44, 359, 187]
column-rule bbox=[781, 41, 782, 1431]
article-body: Britain informed Prince Hussein he was chosen as he was a Prince of Mehemet Ali family and the worthiest to occupy the new position as Sultan of Egypt. The foreign relations are henceforth to be conducted through Britain's High Commissioner. The revision of the capitulations towards the Caliphate, Britain's policy in Egypt will be to end the war. The present clearer definition of Britain's position in Egypt will accelerate progress towards self-government. The Egyptians' religious convictions would be scrupulously respected. In declaring Egypt free from any duty or obedience to the usurpers of political power in Constantinople the British Government is animated by no hostility towards the Caliphate. The past history of Egypt shows the loyalty of Egyptian Mohammedans towards the Caliphate, independent of any political bonds between Egypt and Constantinople. The strengthening and progress of Mohammedan institutions in Egypt are a matter wherein the British Government takes the deepest interest in carrying out such reforms as may be necessary. The British Government relies on the Government's sympathetic support. The Government confidently rely on the loyalty, good sense, and self-restraint of Egyptian subjects to facilitate the task of the commander of the forces entrusted with the maintenance of order and the prevention of rendering aid to the enemy. Britain's Consul-General's correspondence says the Union Jack was hoisted at the British Agency and a salute of 101 guns was fired at Alexandria, Port Said, bbox=[639, 1786, 777, 2141]
dateline: London, December 19. bbox=[545, 1378, 628, 1387]
received-time: (Rec. December 20, 3.30 p.m.) bbox=[791, 98, 874, 116]
masthead bbox=[16, 9, 967, 35]
article-heading: GROUND GAINED TOWARDS DIXMUDE. bbox=[189, 949, 341, 958]
received-time: (Rec. December 20, 4.16 p.m.) bbox=[657, 251, 759, 260]
dateline: London, December 18. bbox=[898, 745, 968, 763]
received-time: (Rec. December 20, 3.40 p.m.) bbox=[894, 1124, 961, 1141]
news-item: Mr. Robert Fletcher, M.P. for Wellington Central, states that he does not intend to become a candidate for the chairmanship of the Harbour Board next year. He has, however, already expressed his intention to become a candidate for the Mayoralty in April next. bbox=[16, 821, 134, 898]
headline: KAISER'S HEALTH bbox=[903, 1358, 952, 1378]
received-time: (Rec. December 20, 6.5 p.m.) bbox=[462, 770, 559, 779]
article-body: Official.—We organised on the ground gained on Thursday south of Dixmude, and pushed our front to north of Combeek and Korteker. The enemy's counter-attacks were repulsed. The Allies progressed over a kilometre in two days south of Le Fourner. During the night of the seventeenth and the following day we advanced to Albert under violent fire, and reached the wire entanglements and the enemy's second line of trenches. The Germans, using hand grenades, forced us to abandon the trench captured on Thursday north of Mametz. Several German trenches were carried in the Lihons district, where three violent counter-attacks were repulsed by our fire. Directed by airmen, we demolished two heavy batteries on the heights of the Meuse and damaged a third. bbox=[146, 979, 383, 1082]
headline: OFFICERS' OBJECTIONS OVERRULED BY KAISER bbox=[644, 1343, 771, 1362]
dateline: London, December 18. bbox=[545, 941, 628, 950]
article-heading: UNITED STATES WILL NOT INTERVENE. bbox=[656, 232, 760, 250]
article-heading: FOR HOME CONSUMPTION bbox=[897, 1659, 957, 1677]
dateline: London, December 19. bbox=[694, 977, 777, 985]
article-heading: PRINCE HUSSEIN KEMAL bbox=[658, 1671, 757, 1681]
dateline: Paris, December 19. bbox=[309, 971, 383, 980]
article-body: and Cairo. The protectorate has been cordially received. bbox=[786, 41, 878, 66]
divider bbox=[157, 262, 372, 263]
article-body: The German shells damaged six hotels, four large boardinghouses, four churches, and six warehouses at Scarborough. The damage is estimated at £40,000, and will take many months to repair the total losses. Thirty shells were found embedded in the Spa Gardens. It is asserted that signalling by flashlight was made on the eve of the raid and a search is being made for spies at Hartlepool. Most of the victims were women and children. A falling gable killed ten who were refuging there. The German cruiser Blucher was the worst sufferer amongst the ships plying in the harbour. A shell damaged a shop five miles inland. Less than twelve hours after the Germans disappeared workmen commenced to repair the damage. There is little grumbling by the residents on the coast and it is realised that it is a repetition of the meteoric dash on Yarmouth. Universal regret is expressed that the German ships escaped. The opponent feeling is that when the day of reckoning comes the bill which Germany will have to swallow will not be made pleasanter by this raid. There is a burning desire to avenge scores of innocent sufferers. —("Times" and Sydney "Sun" Services.) bbox=[639, 985, 777, 1256]
received-time: (Rec. December 20, 8.30 p.m.) bbox=[460, 544, 562, 553]
article-heading: FRESH RAIDS TO BE MADE, WEATHER PERMITTING. bbox=[653, 1364, 762, 1382]
article-heading: UNFAILING SUPPORT GUARANTEED. bbox=[790, 546, 874, 564]
received-time: (Rec. December 20, 3.30 p.m.) bbox=[460, 319, 562, 328]
article-body: The total casualties sustained by the Union Forces in crises only 418; comprising 337 caused by the rebellion, 108 in Damaraland, and by death 169. bbox=[887, 1015, 968, 1083]
news-item: The death is announced of Mr. Wm. J. Bascott, a recognised authority on timber milling, and a prominent member of the Kauri Timber Co.'s staff at Dargaville. bbox=[16, 1187, 134, 1230]
dateline: Copenhagen, December 19. bbox=[676, 1395, 777, 1404]
subsection-heading: VICE-REGAL. bbox=[53, 410, 97, 417]
article-body: Official.—Colonel Fourie reports that he followed up the rebels under Commandant Fourie's larger in a strong position in the riverbed at Nooitgedacht, 130 miles east of Johannesburg. Major Trew's police in a converging movement from the north closed the path of escape, the fight lasted until dark, when the rebel position was gallantly stormed with the bayonet. We killed two and wounded three. The rebels lost two killed and four wounded. Forty-five were taken prisoners, including Fourie. bbox=[887, 762, 968, 966]
article-body: A communique states: "As a result of a vigorous offensive, we captured several trenches at Auchy (near La Bassee), Loos, and Saint Laurent, and the whole first line of trenches at Blangy. "Our artillery gained a distinct advantage at Tracy le Val. "In the Champagne district, about Reims, the enemy blew up our trench north of Four de Paris. Three German battalions of infantry attempted to debouch, but were repulsed." bbox=[146, 812, 383, 871]
advert-poem bbox=[21, 1900, 134, 2011]
article-body: The Kaiser continues to suffer from great nervous depression, and the Kaiserin is opposing his return to the front. bbox=[887, 1584, 968, 1636]
article-heading: REACTION FROM PROFOUND DEPRESSION. bbox=[425, 1254, 597, 1264]
article-heading: NEVER BEEN A PRETENDER. bbox=[802, 266, 862, 284]
divider bbox=[404, 199, 618, 200]
column-6 bbox=[887, 41, 968, 2576]
news-item: Commissioner Hodder, of the Salvation Army, conducted the services at Wanganui yesterday. He is now visiting a few of the chief towns of the North Island in company with Colonel Powley (Chief Secretary). bbox=[16, 1286, 134, 1345]
received-time: (Rec. December 21, 0.10 a.m.) bbox=[657, 793, 759, 802]
headline: THE CAMPAIGN IN POLAND bbox=[420, 180, 602, 195]
article-body: General Botha, in an interview, said: "The Dutch Loyalists have discharged their painful duty. I now wish the country to be rid of all violent controversy or recrimination regarding things happened. You can be sure justice will be done. The last three months have been the saddest of my life," hoping, down my old comrades. General Botha paid a tribute to General Smuts, who, he said, had done greater work than anybody. Van der Linden will be court-martialled at Pretoria for attempting to organise a rebellion. bbox=[887, 501, 968, 714]
news-item: The Hon. A. L. Herdman, Attorney-General, has returned from Hawke's Bay. bbox=[16, 551, 134, 578]
